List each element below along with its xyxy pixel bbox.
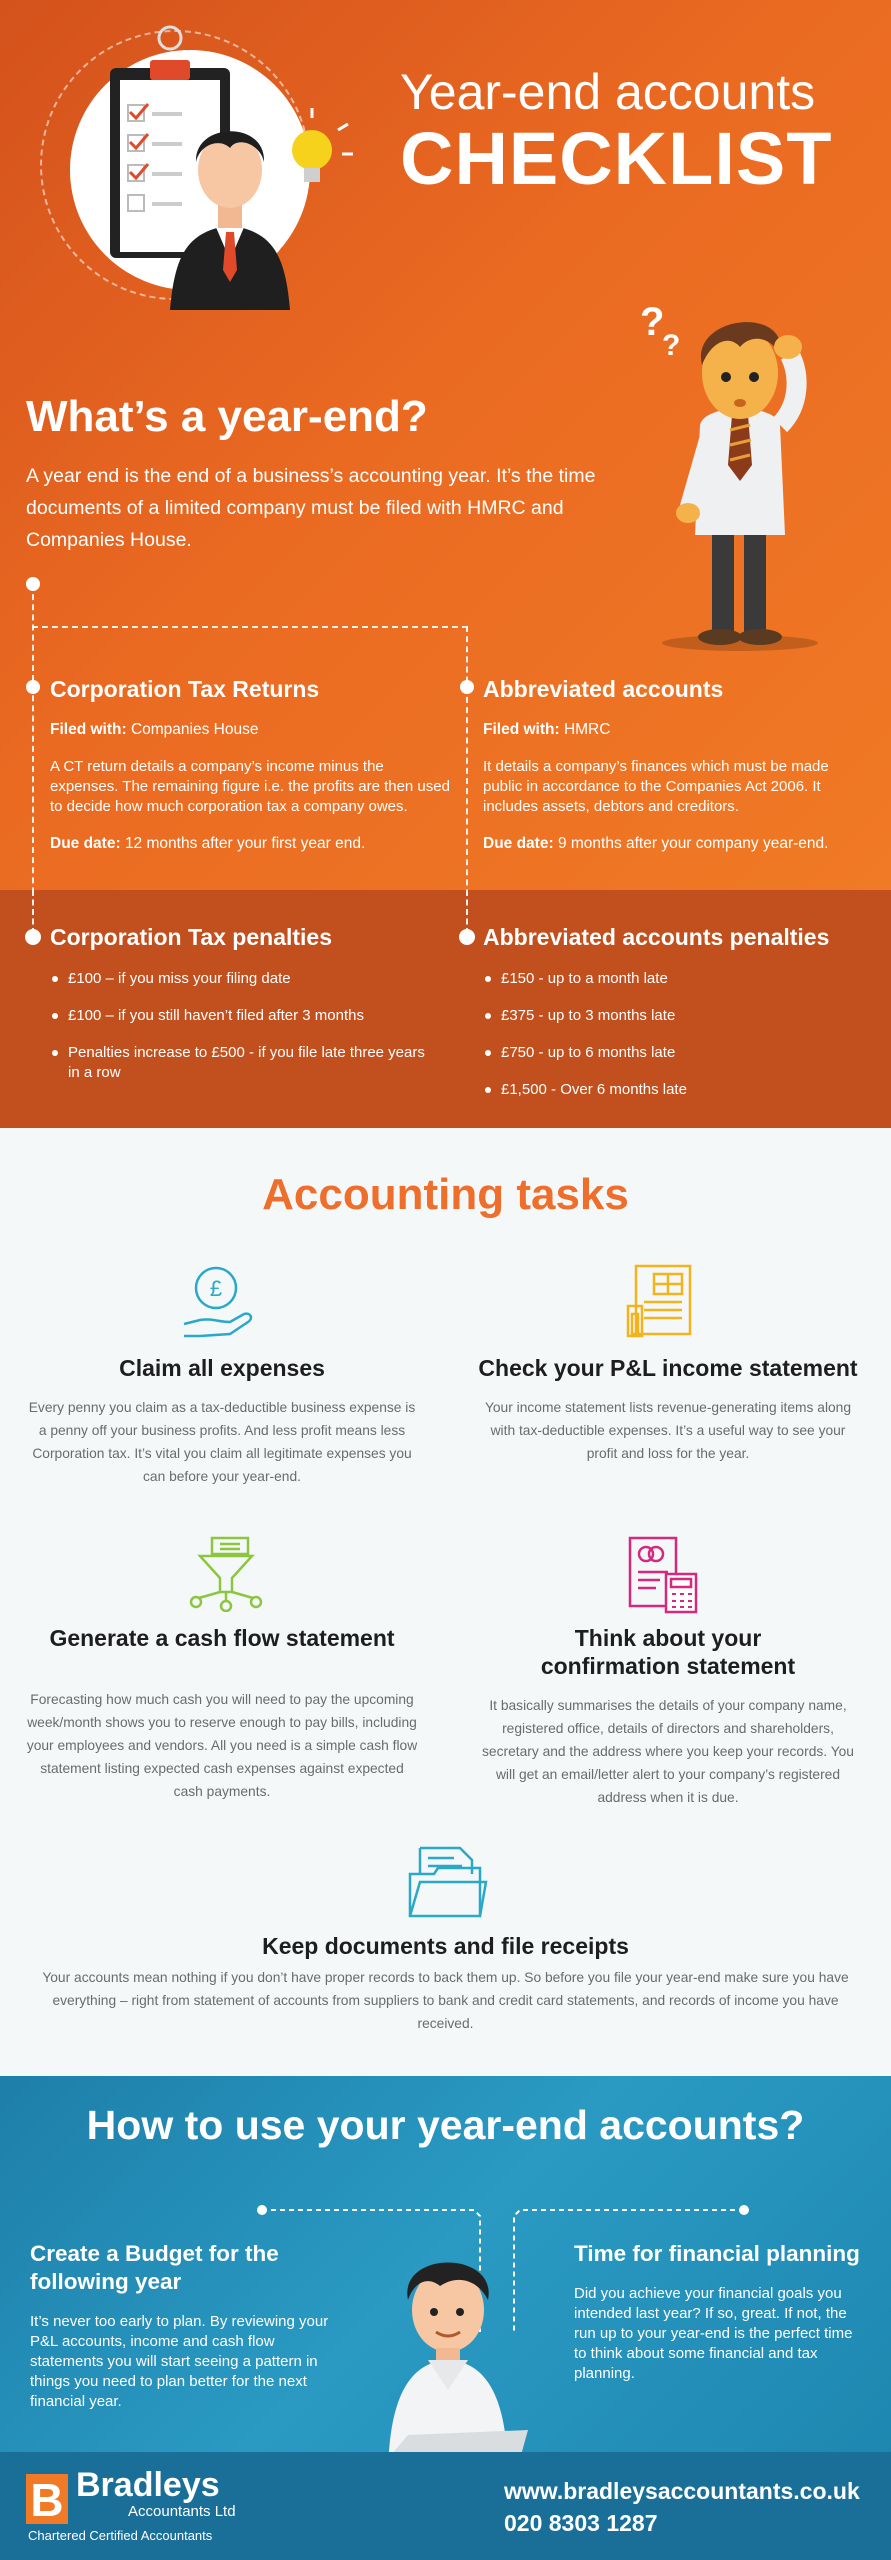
company-name: Bradleys: [76, 2466, 220, 2504]
website-link[interactable]: www.bradleysaccountants.co.uk: [504, 2478, 860, 2504]
connector-line: [32, 584, 34, 890]
clipboard-businessman-icon: [70, 20, 370, 310]
connector-line: [32, 890, 34, 934]
connector-dot: [460, 680, 474, 694]
svg-text:B: B: [30, 2474, 64, 2524]
penalty-title: Abbreviated accounts penalties: [483, 924, 830, 950]
task-text: Your income statement lists revenue-generating items along with tax-deductible expenses. It’s a useful way to see your profit and loss for the year.: [484, 1400, 852, 1461]
filing-card-abbreviated-accounts: [483, 676, 863, 871]
task-cash-flow-statement: [24, 1624, 420, 1803]
task-text: Your accounts mean nothing if you don’t have proper records to back them up. So before you file your year-end make sure you have everything – right from statement of accounts from suppliers to bank and credit card statements, and records of income you have received.: [42, 1970, 849, 2031]
svg-text:£: £: [209, 1276, 223, 1301]
list-item: Penalties increase to £500 - if you file late three years in a row: [50, 1043, 430, 1083]
connector-dot: [26, 577, 40, 591]
connector-line: [466, 890, 468, 934]
penalty-list: [483, 969, 863, 1100]
filing-title: Corporation Tax Returns: [50, 676, 320, 702]
page-title-line2: CHECKLIST: [400, 117, 833, 200]
filing-description: A CT return details a company’s income minus the expenses. The remaining figure i.e. the profits are then used to decide how much corporation tax a company owes.: [50, 758, 450, 815]
tasks-heading: Accounting tasks: [262, 1170, 629, 1219]
svg-text:?: ?: [662, 329, 681, 362]
task-claim-expenses: [24, 1354, 420, 1488]
due-date: Due date: 12 months after your first year end.: [50, 835, 366, 852]
usage-title: Create a Budget for the following year: [30, 2241, 279, 2294]
penalty-list: [50, 969, 430, 1083]
intro-section: [0, 0, 891, 890]
task-text: Every penny you claim as a tax-deductible business expense is a penny off your business profits. And less profit means less Corporation tax. It’s vital you claim all legitimate expenses you can before your year-end.: [28, 1400, 416, 1484]
usage-card-budget: [30, 2240, 350, 2412]
due-date: Due date: 9 months after your company year-end.: [483, 835, 829, 852]
task-text: Forecasting how much cash you will need to pay the upcoming week/month shows you to reserve enough to pay bills, including your employees and vendors. All you need is a simple cash flow statement listing expected cash expenses against expected cash payments.: [26, 1692, 418, 1799]
list-item: £750 - up to 6 months late: [483, 1043, 863, 1063]
usage-text: It’s never too early to plan. By reviewing your P&L accounts, income and cash flow statements you will start seeing a pattern in things you need to plan better for the next financial year.: [30, 2313, 329, 2410]
penalty-card-corporation-tax: [50, 924, 430, 1100]
task-title: Generate a cash flow statement: [49, 1625, 395, 1651]
confused-businessman-icon: [640, 285, 840, 655]
task-title: Claim all expenses: [119, 1355, 325, 1381]
task-keep-documents: [24, 1932, 867, 2035]
connector-dot: [25, 929, 41, 945]
bradleys-logo-icon: [26, 2474, 68, 2524]
list-item: £375 - up to 3 months late: [483, 1006, 863, 1026]
folder-icon: [404, 1844, 488, 1918]
hand-pound-icon: [180, 1262, 260, 1342]
svg-text:?: ?: [640, 300, 665, 344]
intro-text: A year end is the end of a business’s accounting year. It’s the time documents of a limited company must be filed with HMRC and Companies House.: [26, 465, 596, 551]
connector-dot: [459, 929, 475, 945]
task-title: Think about your confirmation statement: [540, 1625, 796, 1679]
cash-flow-icon: [186, 1536, 266, 1612]
filing-title: Abbreviated accounts: [483, 676, 724, 702]
connector-line: [466, 626, 468, 890]
usage-title: Time for financial planning: [574, 2241, 860, 2266]
page-title-line1: Year-end accounts: [400, 64, 816, 120]
calculator-document-icon: [626, 1534, 702, 1614]
list-item: £100 – if you miss your filing date: [50, 969, 430, 989]
list-item: £1,500 - Over 6 months late: [483, 1080, 863, 1100]
filed-with: Filed with: Companies House: [50, 721, 259, 738]
page-title: [400, 64, 860, 198]
usage-heading: How to use your year-end accounts?: [86, 2102, 805, 2148]
penalty-card-abbreviated-accounts: [483, 924, 863, 1117]
intro-heading: What’s a year-end?: [26, 392, 428, 441]
filed-with: Filed with: HMRC: [483, 721, 611, 738]
company-tagline: Chartered Certified Accountants: [28, 2528, 213, 2543]
usage-card-financial-planning: [574, 2240, 864, 2384]
connector-dot: [26, 680, 40, 694]
task-title: Keep documents and file receipts: [262, 1933, 629, 1959]
usage-text: Did you achieve your financial goals you intended last year? If so, great. If not, the run up to your year-end is the perfect time to think about some financial and tax planning.: [574, 2285, 853, 2382]
task-text: It basically summarises the details of your company name, registered office, details of directors and shareholders, secretary and the address where you keep your records. You will get an email/letter alert to your company’s registered address when it is due.: [482, 1698, 854, 1805]
task-confirmation-statement: [476, 1624, 860, 1809]
list-item: £100 – if you still haven’t filed after 3 months: [50, 1006, 430, 1026]
filing-description: It details a company’s finances which must be made public in accordance to the Companies Act 2006. It includes assets, debtors and creditors.: [483, 758, 829, 815]
company-sub: Accountants Ltd: [128, 2503, 236, 2520]
phone-number[interactable]: 020 8303 1287: [504, 2510, 658, 2536]
penalty-title: Corporation Tax penalties: [50, 924, 333, 950]
task-title: Check your P&L income statement: [478, 1355, 858, 1381]
list-item: £150 - up to a month late: [483, 969, 863, 989]
connector-line: [32, 626, 468, 628]
report-icon: [626, 1262, 696, 1342]
task-check-pl-statement: [476, 1354, 860, 1465]
filing-card-corporation-tax: [50, 676, 450, 871]
